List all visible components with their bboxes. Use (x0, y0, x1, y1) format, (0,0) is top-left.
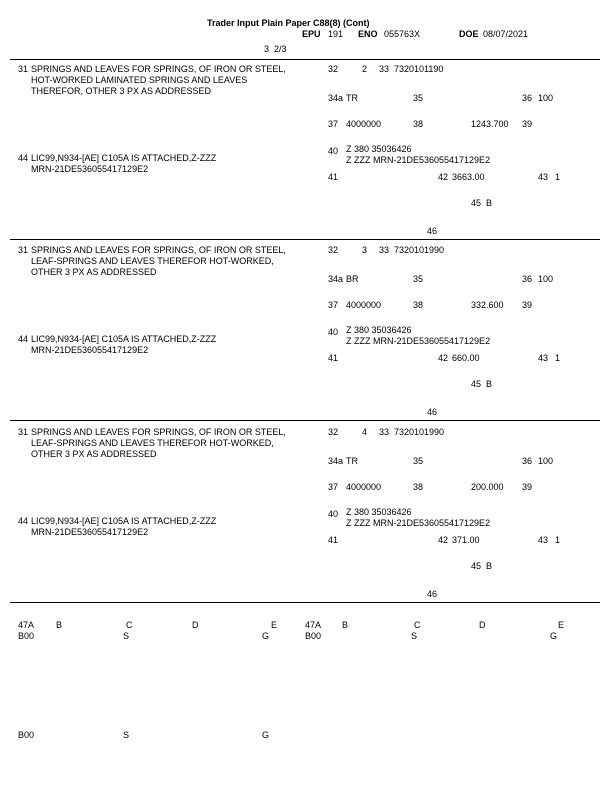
valuation-method: 1 (555, 353, 561, 363)
box41-label: 41 (328, 353, 339, 363)
box44-label: 44 (18, 153, 29, 163)
box47-right-col-e: E (558, 620, 565, 630)
box35-label: 35 (413, 456, 424, 466)
goods-description-line: THEREFOR, OTHER 3 PX AS ADDRESSED (31, 86, 212, 96)
adjustment-code: B (486, 379, 493, 389)
box46-label: 46 (427, 589, 438, 599)
box44-label: 44 (18, 516, 29, 526)
box31-label: 31 (18, 427, 29, 437)
box47-right-r1-c: S (411, 631, 418, 641)
box42-label: 42 (438, 172, 449, 182)
box33-label: 33 (379, 64, 390, 74)
box39-label: 39 (522, 482, 533, 492)
box47-left-r1-c: S (123, 631, 130, 641)
box42-label: 42 (438, 353, 449, 363)
box36-label: 36 (522, 456, 533, 466)
doe-label: DOE (459, 29, 479, 39)
adjustment-code: B (486, 198, 493, 208)
box34a-label: 34a (328, 93, 344, 103)
additional-info-line: LIC99,N934-[AE] C105A IS ATTACHED,Z-ZZZ (31, 516, 217, 526)
procedure-code: 4000000 (346, 300, 382, 310)
commodity-code: 7320101190 (394, 64, 444, 74)
box35-label: 35 (413, 93, 424, 103)
box47-left-r2-e: G (262, 730, 270, 740)
item-price: 371.00 (452, 535, 480, 545)
box41-label: 41 (328, 172, 339, 182)
previous-document-line: Z ZZZ MRN-21DE536055417129E2 (346, 518, 491, 528)
goods-description-line: HOT-WORKED LAMINATED SPRINGS AND LEAVES (31, 75, 248, 85)
item-number: 3 (362, 245, 368, 255)
box31-label: 31 (18, 245, 29, 255)
box47-right-r1-e: G (550, 631, 558, 641)
goods-description-line: SPRINGS AND LEAVES FOR SPRINGS, OF IRON OR STEEL, (31, 64, 286, 74)
goods-description-line: SPRINGS AND LEAVES FOR SPRINGS, OF IRON OR STEEL, (31, 427, 286, 437)
box41-label: 41 (328, 535, 339, 545)
box47-right-r1-b: B00 (305, 631, 322, 641)
header-divider (10, 59, 600, 60)
commodity-code: 7320101990 (394, 427, 445, 437)
page-title: Trader Input Plain Paper C88(8) (Cont) (207, 18, 370, 28)
origin-country: TR (346, 456, 358, 466)
box40-label: 40 (328, 146, 339, 156)
additional-info-line: MRN-21DE536055417129E2 (31, 527, 149, 537)
additional-info-line: MRN-21DE536055417129E2 (31, 164, 149, 174)
preference-code: 100 (538, 93, 554, 103)
box38-label: 38 (413, 300, 424, 310)
box37-label: 37 (328, 300, 339, 310)
goods-description-line: LEAF-SPRINGS AND LEAVES THEREFOR HOT-WORKED, (31, 438, 274, 448)
preference-code: 100 (538, 456, 554, 466)
item-price: 3663.00 (452, 172, 485, 182)
preference-code: 100 (538, 274, 554, 284)
item-block (0, 427, 612, 609)
goods-description-line: SPRINGS AND LEAVES FOR SPRINGS, OF IRON OR STEEL, (31, 245, 286, 255)
doe-value: 08/07/2021 (483, 29, 529, 39)
net-mass-value: 1243.700 (471, 119, 509, 129)
box46-label: 46 (427, 226, 438, 236)
epu-value: 191 (328, 29, 344, 39)
item-price: 660.00 (452, 353, 480, 363)
procedure-code: 4000000 (346, 482, 382, 492)
box45-label: 45 (471, 561, 482, 571)
epu-label: EPU (302, 29, 321, 39)
box34a-label: 34a (328, 456, 344, 466)
box35-label: 35 (413, 274, 424, 284)
box45-label: 45 (471, 198, 482, 208)
page-number: 3 2/3 (264, 44, 287, 54)
box46-label: 46 (427, 407, 438, 417)
box38-label: 38 (413, 482, 424, 492)
box36-label: 36 (522, 274, 533, 284)
box47-right-label: 47A (305, 620, 322, 630)
box47-right-col-d: D (479, 620, 486, 630)
box44-label: 44 (18, 334, 29, 344)
previous-document-line: Z 380 35036426 (346, 144, 412, 154)
box47-left-r2-c: S (123, 730, 130, 740)
goods-description-line: LEAF-SPRINGS AND LEAVES THEREFOR HOT-WORKED, (31, 256, 274, 266)
procedure-code: 4000000 (346, 119, 382, 129)
item-block (0, 245, 612, 427)
box47-left-col-d: D (192, 620, 199, 630)
box39-label: 39 (522, 300, 533, 310)
box38-label: 38 (413, 119, 424, 129)
item-divider (10, 602, 600, 603)
box31-label: 31 (18, 64, 29, 74)
box47-left-col-c: C (126, 620, 133, 630)
box43-label: 43 (538, 535, 549, 545)
box40-label: 40 (328, 509, 339, 519)
item-block (0, 64, 612, 246)
eno-value: 055763X (384, 29, 421, 39)
item-number: 4 (362, 427, 368, 437)
box33-label: 33 (379, 245, 390, 255)
net-mass-value: 332.600 (471, 300, 504, 310)
valuation-method: 1 (555, 535, 561, 545)
net-mass-value: 200.000 (471, 482, 504, 492)
box32-label: 32 (328, 427, 339, 437)
previous-document-line: Z ZZZ MRN-21DE536055417129E2 (346, 155, 491, 165)
box32-label: 32 (328, 64, 339, 74)
box33-label: 33 (379, 427, 390, 437)
commodity-code: 7320101990 (394, 245, 445, 255)
adjustment-code: B (486, 561, 493, 571)
item-number: 2 (362, 64, 368, 74)
box32-label: 32 (328, 245, 339, 255)
box47-left-r2-b: B00 (18, 730, 35, 740)
box37-label: 37 (328, 482, 339, 492)
box47-left-label: 47A (18, 620, 35, 630)
box34a-label: 34a (328, 274, 344, 284)
origin-country: BR (346, 274, 359, 284)
goods-description-line: OTHER 3 PX AS ADDRESSED (31, 267, 157, 277)
box47-right-col-b: B (342, 620, 349, 630)
box37-label: 37 (328, 119, 339, 129)
eno-label: ENO (358, 29, 378, 39)
previous-document-line: Z 380 35036426 (346, 507, 412, 517)
box47-left-r1-b: B00 (18, 631, 35, 641)
valuation-method: 1 (555, 172, 561, 182)
goods-description-line: OTHER 3 PX AS ADDRESSED (31, 449, 157, 459)
box47-left-r1-e: G (262, 631, 270, 641)
additional-info-line: MRN-21DE536055417129E2 (31, 345, 149, 355)
previous-document-line: Z ZZZ MRN-21DE536055417129E2 (346, 336, 491, 346)
box47-left-col-b: B (56, 620, 63, 630)
box42-label: 42 (438, 535, 449, 545)
box47-left-col-e: E (271, 620, 278, 630)
previous-document-line: Z 380 35036426 (346, 325, 412, 335)
box47-right-col-c: C (414, 620, 421, 630)
item-divider (10, 420, 600, 421)
box36-label: 36 (522, 93, 533, 103)
box43-label: 43 (538, 353, 549, 363)
box39-label: 39 (522, 119, 533, 129)
origin-country: TR (346, 93, 358, 103)
box40-label: 40 (328, 327, 339, 337)
box45-label: 45 (471, 379, 482, 389)
additional-info-line: LIC99,N934-[AE] C105A IS ATTACHED,Z-ZZZ (31, 334, 217, 344)
item-divider (10, 239, 600, 240)
additional-info-line: LIC99,N934-[AE] C105A IS ATTACHED,Z-ZZZ (31, 153, 217, 163)
box43-label: 43 (538, 172, 549, 182)
